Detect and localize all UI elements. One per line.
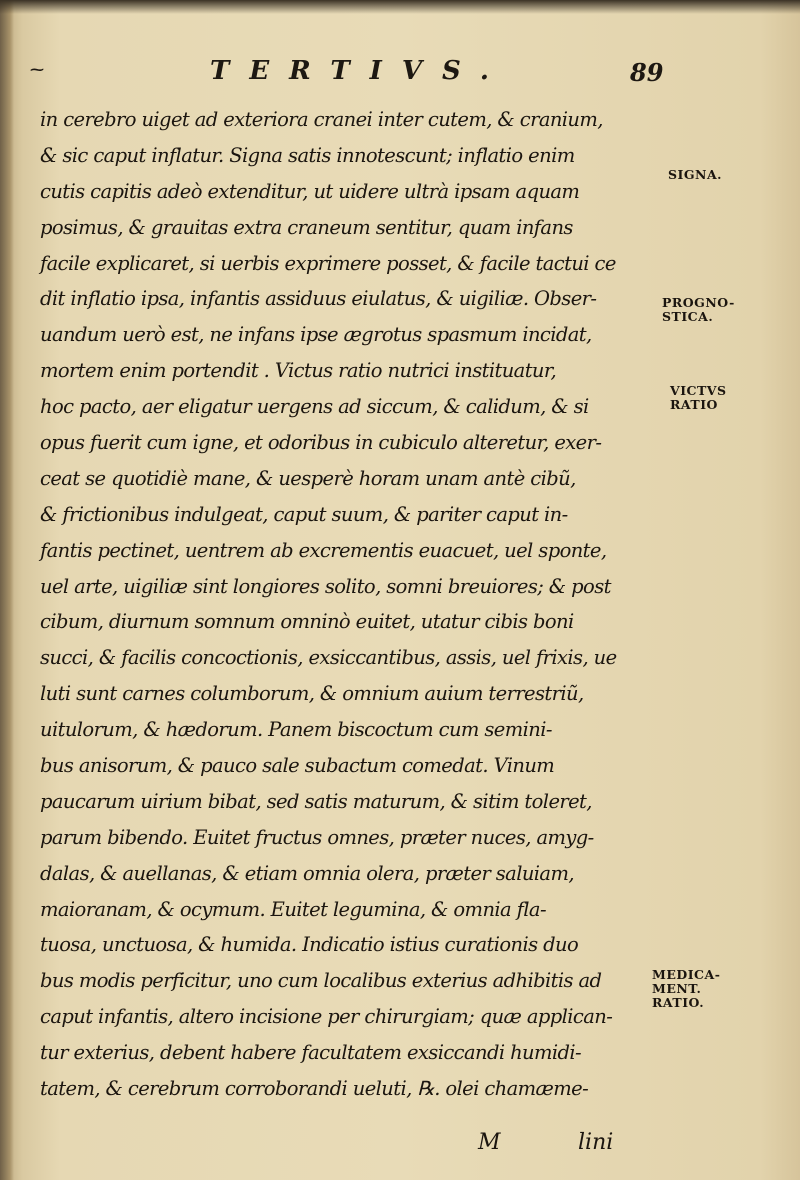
text-line: uel arte, uigiliæ sint longiores solito, somni breuiores; & post	[40, 574, 611, 598]
margin-note-line: RATIO	[670, 397, 718, 412]
margin-note-line: SIGNA.	[668, 167, 723, 182]
signature-mark: M	[478, 1130, 501, 1155]
text-line: maioranam, & ocymum. Euitet legumina, & omnia fla-	[40, 897, 546, 921]
binding-gutter	[0, 0, 14, 1180]
ornament-flourish: ⁓	[30, 62, 44, 78]
running-head-title: TERTIVS.	[210, 56, 509, 86]
margin-note-line: MEDICA-	[652, 967, 721, 982]
text-line: dalas, & auellanas, & etiam omnia olera, præter saluiam,	[40, 861, 574, 885]
margin-note-line: PROGNO-	[662, 295, 735, 310]
text-line: parum bibendo. Euitet fructus omnes, præter nuces, amyg-	[40, 825, 594, 849]
text-line: in cerebro uiget ad exteriora cranei inter cutem, & cranium,	[40, 108, 603, 131]
margin-note-victus-ratio	[670, 384, 727, 412]
text-line: facile explicaret, si uerbis exprimere posset, & facile tactui ce	[40, 251, 616, 275]
text-line: paucarum uirium bibat, sed satis maturum, & sitim toleret,	[40, 789, 592, 813]
body-text	[40, 102, 660, 1107]
text-line: cutis capitis adeò extenditur, ut uidere ultrà ipsam aquam	[40, 179, 580, 203]
text-line: & frictionibus indulgeat, caput suum, & pariter caput in-	[40, 502, 568, 526]
text-line: succi, & facilis concoctionis, exsiccantibus, assis, uel frixis, ue	[40, 646, 617, 670]
running-head	[30, 56, 670, 92]
folio-number: 89	[630, 58, 664, 87]
text-line: tur exterius, debent habere facultatem exsiccandi humidi-	[40, 1041, 582, 1065]
text-line: & sic caput inflatur. Signa satis innotescunt; inflatio enim	[40, 143, 575, 167]
text-line: bus anisorum, & pauco sale subactum comedat. Vinum	[40, 754, 555, 778]
margin-note-line: VICTVS	[670, 383, 727, 398]
text-line: tatem, & cerebrum corroborandi ueluti, ℞. olei chamæme-	[40, 1077, 589, 1101]
margin-note-line: RATIO.	[652, 995, 705, 1010]
text-line: caput infantis, altero incisione per chirurgiam; quæ applican-	[40, 1005, 613, 1029]
text-line: dit inflatio ipsa, infantis assiduus eiulatus, & uigiliæ. Obser-	[40, 287, 597, 311]
text-line: cibum, diurnum somnum omninò euitet, utatur cibis boni	[40, 610, 574, 634]
margin-note-signa	[668, 168, 722, 182]
text-line: bus modis perficitur, uno cum localibus exterius adhibitis ad	[40, 969, 602, 993]
text-line: opus fuerit cum igne, et odoribus in cubiculo alteretur, exer-	[40, 431, 602, 455]
text-line: hoc pacto, aer eligatur uergens ad siccum, & calidum, & si	[40, 395, 589, 419]
margin-note-prognostica	[662, 296, 735, 324]
text-line: uandum uerò est, ne infans ipse ægrotus spasmum incidat,	[40, 323, 592, 347]
text-line: tuosa, unctuosa, & humida. Indicatio istius curationis duo	[40, 933, 579, 957]
text-line: uitulorum, & hædorum. Panem biscoctum cum semini-	[40, 718, 552, 742]
margin-note-line: STICA.	[662, 309, 714, 324]
margin-note-line: MENT.	[652, 981, 702, 996]
margin-note-medicament-ratio	[652, 968, 720, 1010]
top-edge-shadow	[0, 0, 800, 14]
catchword: lini	[578, 1130, 614, 1155]
text-line: ceat se quotidiè mane, & uesperè horam unam antè cibũ,	[40, 466, 576, 490]
text-line: luti sunt carnes columborum, & omnium auium terrestriũ,	[40, 682, 584, 706]
text-line: mortem enim portendit . Victus ratio nutrici instituatur,	[40, 359, 557, 383]
text-line: fantis pectinet, uentrem ab excrementis euacuet, uel sponte,	[40, 538, 607, 562]
text-line: posimus, & grauitas extra craneum sentitur, quam infans	[40, 215, 573, 239]
